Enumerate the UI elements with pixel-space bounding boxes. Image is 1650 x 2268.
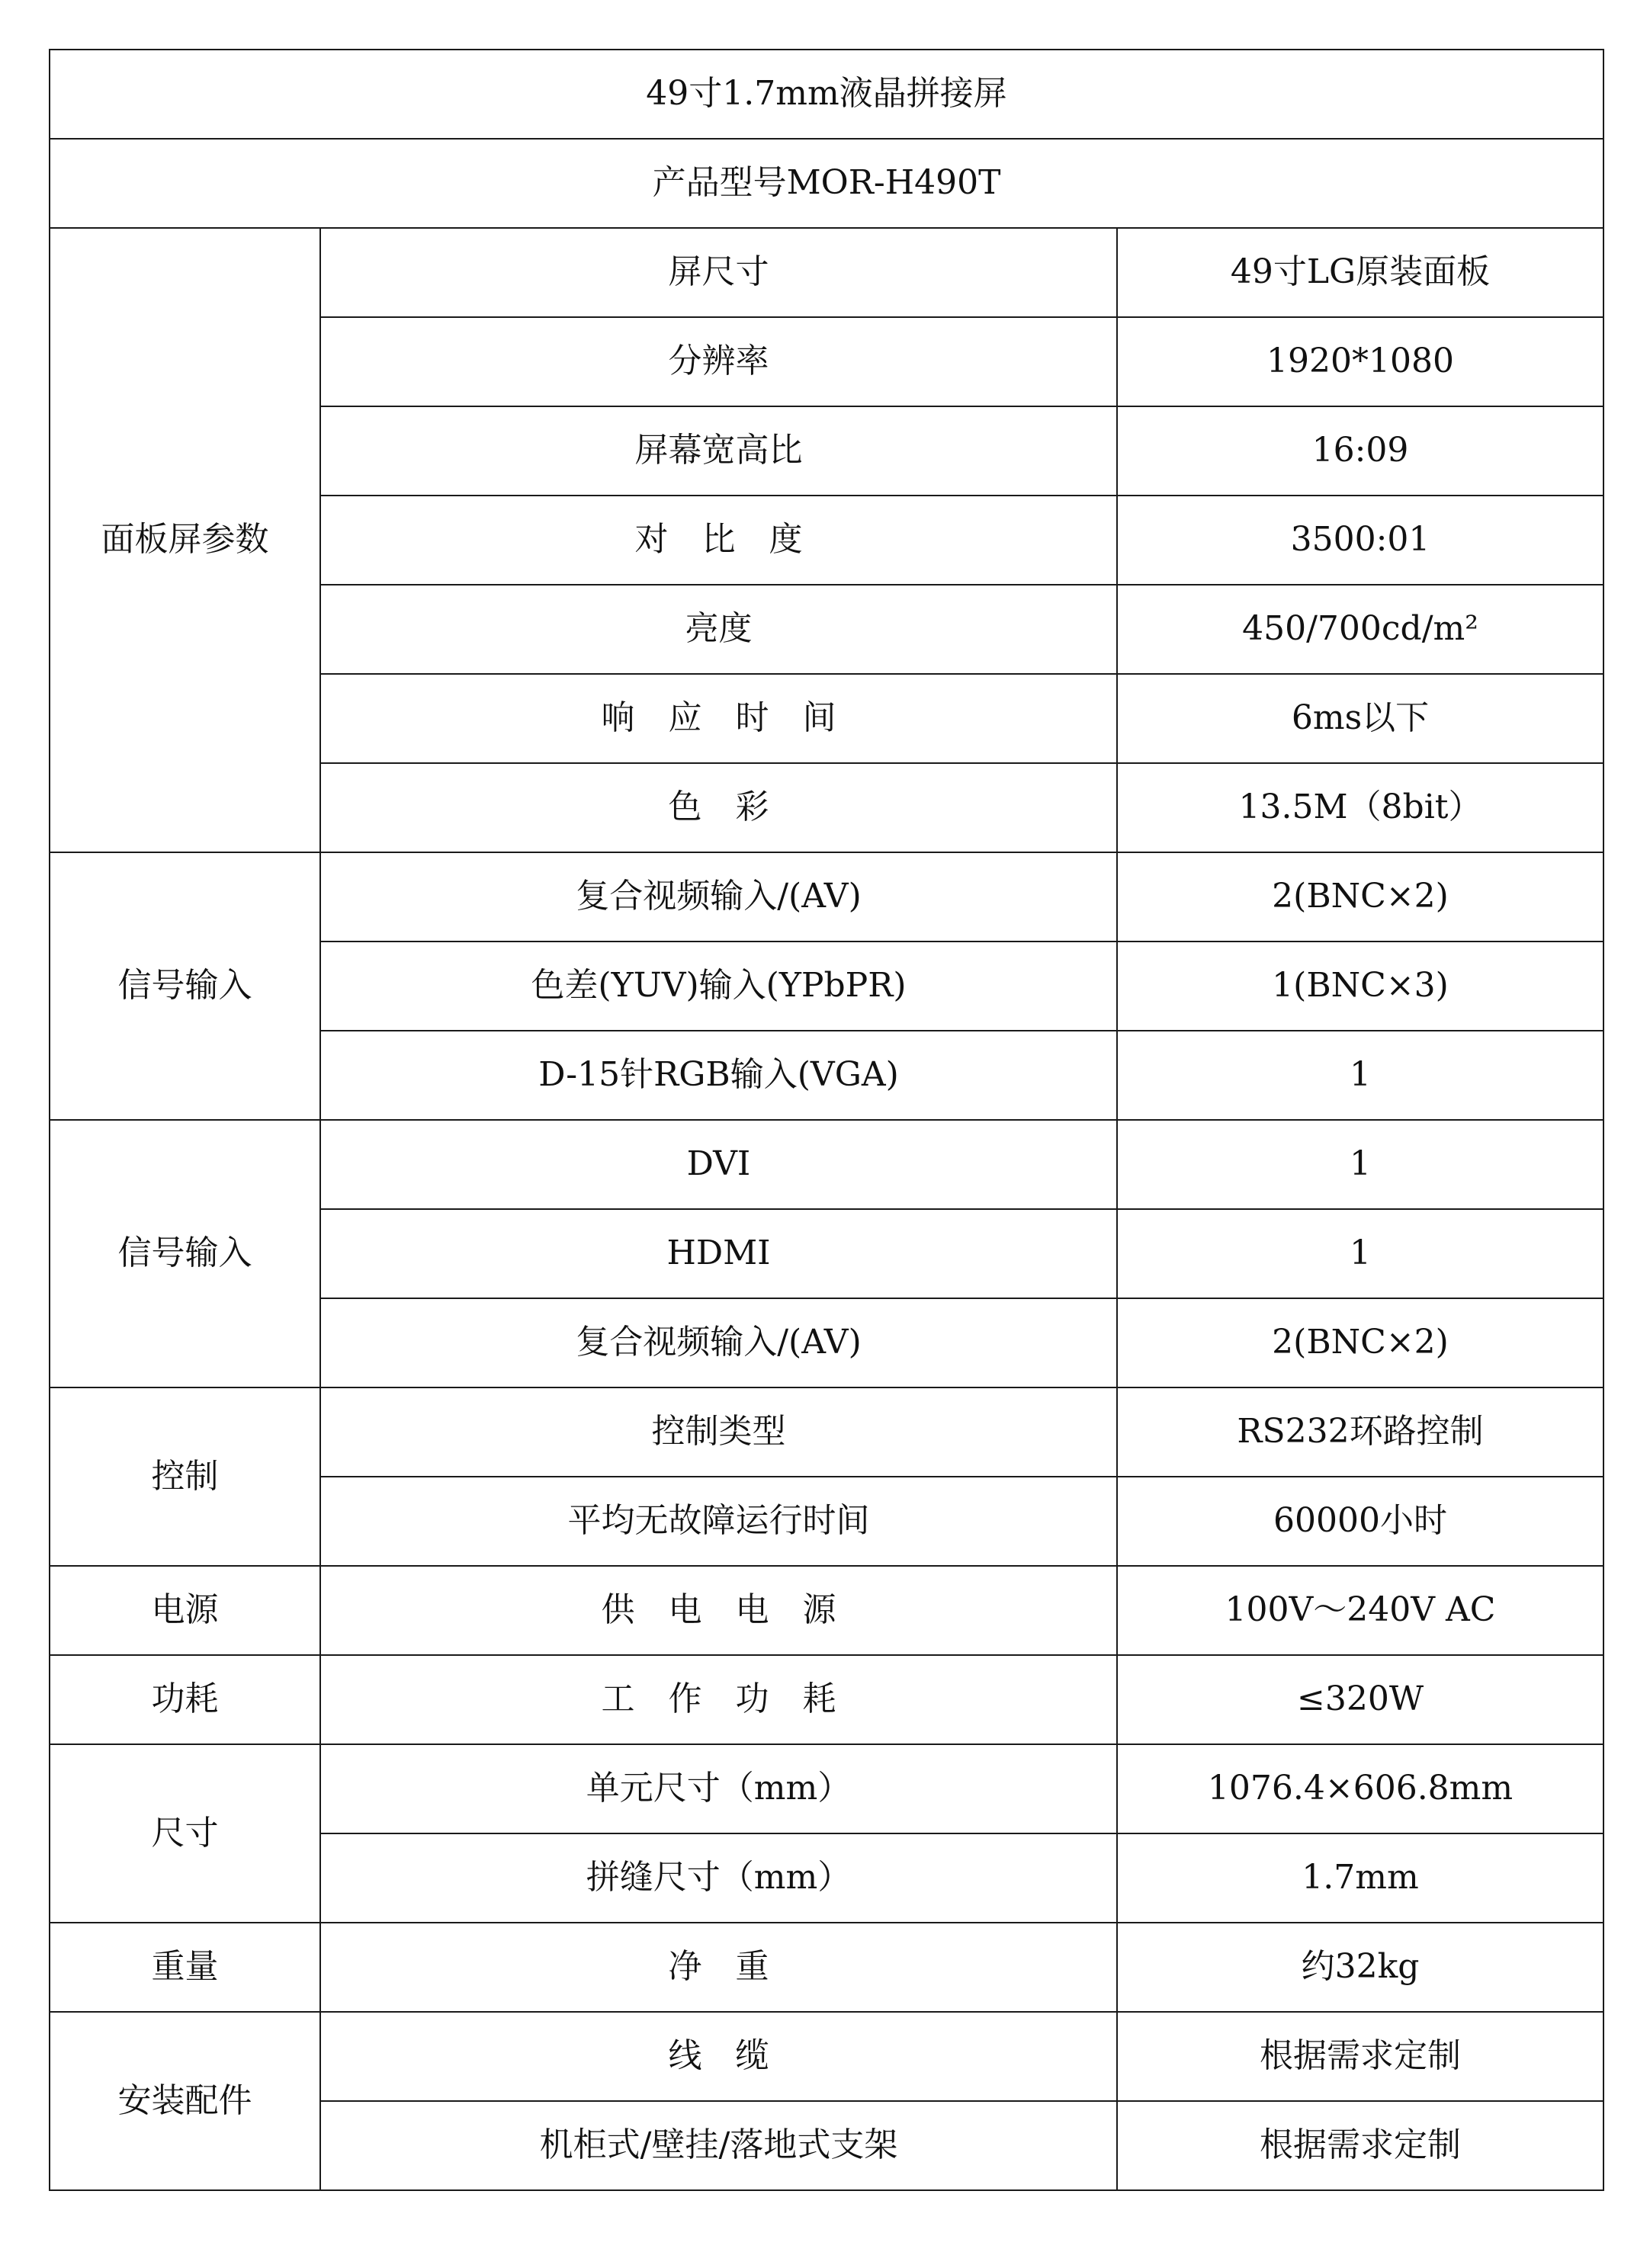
param-name: DVI — [320, 1120, 1117, 1209]
param-value: 1 — [1117, 1120, 1603, 1209]
param-value: 6ms以下 — [1117, 674, 1603, 763]
param-value: 13.5M（8bit） — [1117, 763, 1603, 852]
param-name: 净 重 — [320, 1923, 1117, 2012]
table-row — [50, 1120, 1603, 1209]
group-label: 面板屏参数 — [50, 228, 320, 852]
group-label: 安装配件 — [50, 2012, 320, 2190]
param-value: 根据需求定制 — [1117, 2012, 1603, 2101]
param-name: 色 彩 — [320, 763, 1117, 852]
param-value: 1920*1080 — [1117, 317, 1603, 406]
group-label: 功耗 — [50, 1655, 320, 1744]
table-row — [50, 852, 1603, 942]
table-title: 49寸1.7mm液晶拼接屏 — [50, 50, 1603, 139]
param-value: 3500:01 — [1117, 496, 1603, 585]
param-name: 复合视频输入/(AV) — [320, 852, 1117, 942]
param-value: 1(BNC×3) — [1117, 942, 1603, 1031]
param-name: 响 应 时 间 — [320, 674, 1117, 763]
param-value: ≤320W — [1117, 1655, 1603, 1744]
param-value: 60000小时 — [1117, 1477, 1603, 1566]
group-label: 信号输入 — [50, 852, 320, 1120]
param-name: D-15针RGB输入(VGA) — [320, 1031, 1117, 1120]
param-value: 根据需求定制 — [1117, 2101, 1603, 2190]
param-name: 线 缆 — [320, 2012, 1117, 2101]
param-value: 1076.4×606.8mm — [1117, 1744, 1603, 1833]
param-name: 屏幕宽高比 — [320, 406, 1117, 496]
param-name: 工 作 功 耗 — [320, 1655, 1117, 1744]
param-value: 2(BNC×2) — [1117, 1298, 1603, 1387]
param-name: 机柜式/壁挂/落地式支架 — [320, 2101, 1117, 2190]
param-value: 1.7mm — [1117, 1833, 1603, 1923]
param-value: 2(BNC×2) — [1117, 852, 1603, 942]
param-value: 450/700cd/m² — [1117, 585, 1603, 674]
table-row — [50, 1744, 1603, 1833]
product-model: 产品型号MOR-H490T — [50, 139, 1603, 228]
model-row — [50, 139, 1603, 228]
param-name: 屏尺寸 — [320, 228, 1117, 317]
param-name: 供 电 电 源 — [320, 1566, 1117, 1655]
group-label: 尺寸 — [50, 1744, 320, 1923]
param-name: 拼缝尺寸（mm） — [320, 1833, 1117, 1923]
param-name: 分辨率 — [320, 317, 1117, 406]
group-label: 信号输入 — [50, 1120, 320, 1387]
table-row — [50, 2012, 1603, 2101]
group-label: 控制 — [50, 1387, 320, 1566]
table-row — [50, 1387, 1603, 1477]
param-name: 色差(YUV)输入(YPbPR) — [320, 942, 1117, 1031]
param-name: 控制类型 — [320, 1387, 1117, 1477]
title-row — [50, 50, 1603, 139]
param-value: 100V～240V AC — [1117, 1566, 1603, 1655]
table-row — [50, 1923, 1603, 2012]
param-name: 对 比 度 — [320, 496, 1117, 585]
group-label: 电源 — [50, 1566, 320, 1655]
table-row — [50, 1655, 1603, 1744]
param-name: 亮度 — [320, 585, 1117, 674]
param-name: 单元尺寸（mm） — [320, 1744, 1117, 1833]
table-row — [50, 228, 1603, 317]
group-label: 重量 — [50, 1923, 320, 2012]
spec-table — [49, 49, 1604, 2191]
param-value: 1 — [1117, 1209, 1603, 1298]
param-name: HDMI — [320, 1209, 1117, 1298]
table-row — [50, 1566, 1603, 1655]
param-value: 16:09 — [1117, 406, 1603, 496]
param-value: 约32kg — [1117, 1923, 1603, 2012]
param-value: RS232环路控制 — [1117, 1387, 1603, 1477]
param-value: 49寸LG原装面板 — [1117, 228, 1603, 317]
spec-table-body — [50, 50, 1603, 2190]
param-name: 复合视频输入/(AV) — [320, 1298, 1117, 1387]
param-name: 平均无故障运行时间 — [320, 1477, 1117, 1566]
param-value: 1 — [1117, 1031, 1603, 1120]
